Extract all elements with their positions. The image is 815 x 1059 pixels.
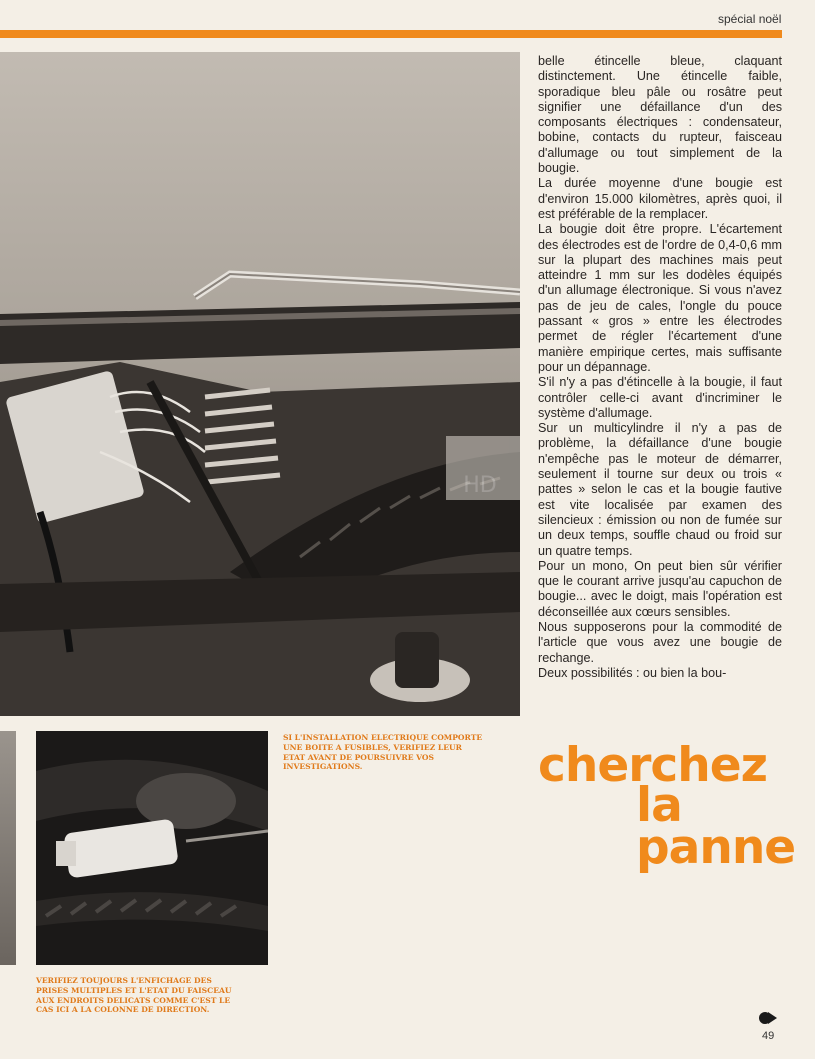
article-headline <box>536 738 806 878</box>
adjacent-photo-edge <box>0 731 16 965</box>
article-paragraph: La durée moyenne d'une bougie est d'environ 15.000 kilomètres, après quoi, il est préférable de la remplacer. <box>538 176 782 221</box>
headline-word: cherchez <box>538 738 767 793</box>
svg-text:HD: HD <box>463 473 497 498</box>
article-body <box>538 54 782 681</box>
article-paragraph: Pour un mono, On peut bien sûr vérifier que le courant arrive jusqu'au capuchon de bougie... avec le doigt, mais l'opération est déconseillée aux cœurs sensibles. <box>538 558 782 619</box>
headline-word: panne <box>636 820 796 875</box>
page-number: 49 <box>762 1030 775 1042</box>
main-photo-motorcycle-wiring <box>0 52 520 716</box>
headline-word: la <box>636 778 682 833</box>
header-rule <box>0 30 782 38</box>
article-paragraph: belle étincelle bleue, claquant distinctement. Une étincelle faible, sporadique bleu pâle ou rosâtre peut signifier une défaillance d'un des composants électriques : condensateur, bobine, contacts du rupteur, faisceau d'allumage ou tout simplement de la bougie. <box>538 54 782 176</box>
issue-label: spécial noël <box>718 12 782 26</box>
photo-connector-steering-column <box>36 731 268 965</box>
article-paragraph: La bougie doit être propre. L'écartement des électrodes est de l'ordre de 0,4-0,6 mm sur la plupart des machines mais peut atteindre 1 mm sur les dodèles équipés d'un allumage électronique. Si vous n'avez pas de jeu de cales, l'ongle du pouce passant « gros » entre les électrodes permet de régler l'écartement d'une manière empirique certes, mais suffisante pour un dépannage. <box>538 222 782 374</box>
article-paragraph: Deux possibilités : ou bien la bou- <box>538 665 727 680</box>
article-paragraph: S'il n'y a pas d'étincelle à la bougie, il faut contrôler celle-ci avant d'incriminer le système d'allumage. <box>538 375 782 420</box>
continue-arrow-icon <box>758 1010 778 1026</box>
caption-connectors: VERIFIEZ TOUJOURS L'ENFICHAGE DES PRISES MULTIPLES ET L'ETAT DU FAISCEAU AUX ENDROITS DELICATS COMME C'EST LE CAS ICI A LA COLONNE DE DIRECTION. <box>36 976 232 1015</box>
article-paragraph: Sur un multicylindre il n'y a pas de problème, la défaillance d'une bougie n'empêche pas le moteur de démarrer, seulement il tourne sur deux ou trois « pattes » selon le cas et la bougie fautive est vite localisée par examen des silencieux : émission ou non de fumée sur un deux temps, souffle chaud ou froid sur un quatre temps. <box>538 421 782 558</box>
article-paragraph: Nous supposerons pour la commodité de l'article que vous avez une bougie de rechange. <box>538 619 782 665</box>
caption-fuse-box: SI L'INSTALLATION ELECTRIQUE COMPORTE UNE BOITE A FUSIBLES, VERIFIEZ LEUR ETAT AVANT DE POURSUIVRE VOS INVESTIGATIONS. <box>283 733 483 772</box>
